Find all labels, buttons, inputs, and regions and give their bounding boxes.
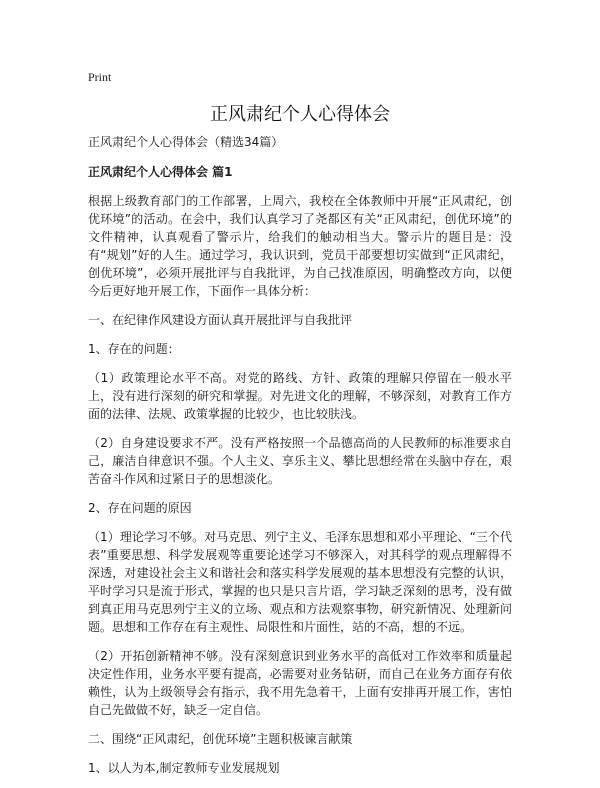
print-link[interactable]: Print: [88, 70, 112, 84]
document-body: [88, 133, 512, 788]
paragraph-cause-1: （1）理论学习不够。对马克思、列宁主义、毛泽东思想和邓小平理论、“三个代表”重要思想、科学发展观等重要论述学习不够深入，对其科学的观点理解得不深透，对建设社会主义和谐社会和落实科学发展观的基本思想没有完整的认识，平时学习只是流于形式，掌握的也只是只言片语，学习缺乏深刻的思考，没有做到真正用马克思列宁主义的立场、观点和方法观察事物，研究新情况、处理新问题。思想和工作存在有主观性、局限性和片面性，站的不高，想的不远。: [88, 530, 512, 634]
paragraph-problem-1: （1）政策理论水平不高。对党的路线、方针、政策的理解只停留在一般水平上，没有进行深刻的研究和掌握。对先进文化的理解，不够深刻，对教育工作方面的法律、法规、政策掌握的比较少，也比较肤浅。: [88, 371, 512, 421]
section-heading: 正风肃纪个人心得体会 篇1: [88, 165, 233, 179]
paragraph-problem-2: （2）自身建设要求不严。没有严格按照一个品德高尚的人民教师的标准要求自己，廉洁自律意识不强。个人主义、享乐主义、攀比思想经常在头脑中存在，艰苦奋斗作风和过紧日子的思想淡化。: [88, 436, 512, 486]
heading-existing-problems: 1、存在的问题：: [88, 342, 180, 356]
paragraph-intro: 根据上级教育部门的工作部署，上周六，我校在全体教师中开展“正风肃纪，创优环境”的活动。在会中，我们认真学习了尧都区有关“正风肃纪，创优环境”的文件精神，认真观看了警示片，给我们的触动相当大。警示片的题目是：没有“规划”好的人生。通过学习，我认识到，党员干部要想切实做到“正风肃纪，创优环境”，必须开展批评与自我批评，为自己找准原因，明确整改方向，以便今后更好地开展工作，下面作一具体分析：: [88, 194, 512, 298]
heading-part-two: 二、围绕“正风肃纪，创优环境”主题积极谏言献策: [88, 732, 353, 746]
page-title: 正风肃纪个人心得体会: [210, 104, 390, 125]
heading-teacher-plan: 1、以人为本,制定教师专业发展规划: [88, 761, 280, 775]
heading-part-one: 一、在纪律作风建设方面认真开展批评与自我批评: [88, 313, 353, 327]
paragraph-cause-2: （2）开拓创新精神不够。没有深刻意识到业务水平的高低对工作效率和质量起决定性作用，业务水平要有提高，必需要对业务钻研，而自己在业务方面存有依赖性，认为上级领导会有指示，我不用先急着干，上面有安排再开展工作，害怕自己先做做不好，缺乏一定自信。: [88, 649, 512, 717]
heading-problem-causes: 2、存在问题的原因: [88, 501, 192, 515]
document-subtitle: 正风肃纪个人心得体会（精选34篇）: [88, 135, 284, 149]
